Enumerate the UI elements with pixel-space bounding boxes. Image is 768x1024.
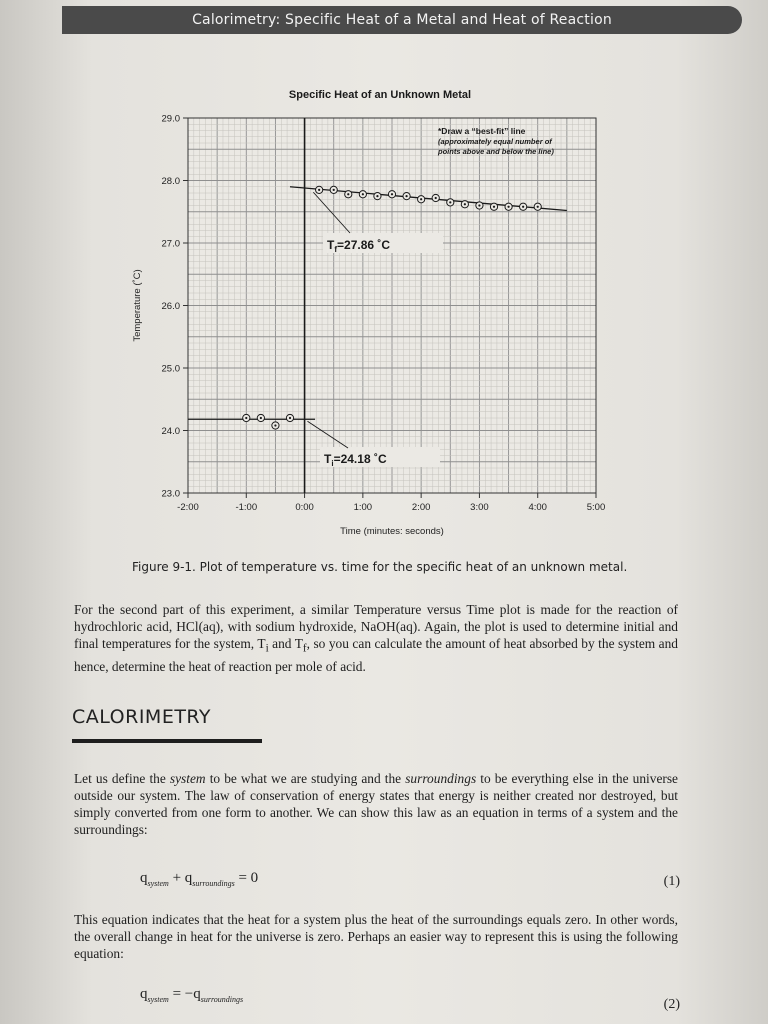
paragraph-heat-balance: This equation indicates that the heat for a system plus the heat of the surroundings equals zero. In other words, the overall change in heat for the universe is zero. Perhaps an easier way to represent this is using the following equation: — [74, 912, 678, 961]
ti-label: $T_i=24.18$ ˚C — [324, 452, 387, 468]
data-point-center — [333, 189, 335, 191]
equation-number-2: (2) — [663, 997, 680, 1012]
data-point-center — [493, 206, 495, 208]
tf-label: $T_f=27.86$ ˚C — [327, 238, 391, 254]
paragraph-text: to be everything else in the universe outside our system. The law of conservation of energy states that energy is neither created nor destroyed, but simply converted from one form to another. We can show this law as an equation in terms of a system and the surroundings: — [74, 771, 678, 837]
equation-number-1: (1) — [663, 874, 680, 889]
data-point-center — [420, 198, 422, 200]
data-point-center — [405, 195, 407, 197]
data-point-center — [537, 206, 539, 208]
x-tick-label: 3:00 — [470, 502, 489, 513]
y-tick-label: 28.0 — [161, 176, 180, 187]
eq-subscript: surroundings — [192, 879, 235, 888]
y-tick-label: 26.0 — [161, 301, 180, 312]
section-heading: CALORIMETRY — [72, 706, 212, 728]
data-point-center — [449, 201, 451, 203]
temperature-time-chart — [118, 80, 638, 550]
paragraph-text: and T — [268, 636, 303, 651]
paragraph-text: , so you can calculate the amount of heat absorbed by the system and hence, determine the heat of reaction per mole of acid. — [74, 636, 679, 674]
x-tick-label: -2:00 — [177, 502, 199, 513]
eq-q: q — [140, 986, 148, 1002]
y-tick-label: 25.0 — [161, 363, 180, 375]
equation-2 — [140, 986, 243, 1004]
best-fit-note: (approximately equal number of — [438, 137, 552, 146]
data-point-center — [464, 203, 466, 205]
x-tick-label: 1:00 — [353, 502, 373, 513]
data-point-center — [507, 206, 509, 208]
x-tick-label: 0:00 — [295, 502, 314, 513]
term-surroundings: surroundings — [405, 771, 477, 786]
y-tick-label: 24.0 — [161, 426, 180, 437]
subscript-f: f — [302, 642, 307, 655]
eq-subscript: surroundings — [200, 995, 244, 1004]
eq-subscript: system — [147, 995, 169, 1004]
data-point-center — [245, 417, 247, 419]
data-point-center — [318, 189, 320, 191]
term-system: system — [169, 771, 206, 786]
x-tick-label: 5:00 — [586, 502, 606, 513]
data-point-center — [478, 204, 480, 206]
y-tick-label: 23.0 — [161, 488, 180, 500]
x-tick-label: 4:00 — [528, 502, 547, 513]
data-point-center — [391, 193, 393, 195]
chapter-title: Calorimetry: Specific Heat of a Metal and Heat of Reaction — [192, 12, 612, 28]
chapter-header-bar — [62, 6, 742, 34]
best-fit-note: *Draw a “best-fit” line — [438, 126, 526, 136]
paragraph-text: For the second part of this experiment, a similar Temperature versus Time plot is made for the reaction of hydrochloric acid, HCl(aq), with sodium hydroxide, NaOH(aq). Again, the plot is used to determine initial and final temperatures for the system, T — [74, 602, 678, 651]
x-tick-label: -1:00 — [235, 502, 258, 513]
data-point-center — [435, 197, 437, 199]
paragraph-text: Let us define the — [74, 771, 170, 786]
data-point-center — [274, 424, 276, 426]
y-axis-label: Temperature (˚C) — [132, 269, 143, 342]
eq-q: q — [193, 986, 201, 1002]
eq-q: q — [140, 870, 148, 886]
x-axis-label: Time (minutes: seconds) — [340, 526, 444, 537]
paragraph-text: to be what we are studying and the — [205, 771, 406, 786]
equation-1 — [140, 870, 258, 888]
data-point-center — [362, 193, 364, 195]
best-fit-note: points above and below the line) — [438, 147, 554, 156]
paragraph-system-definition — [74, 770, 678, 838]
data-point-center — [376, 195, 378, 197]
data-point-center — [522, 206, 524, 208]
y-tick-label: 27.0 — [161, 238, 180, 250]
eq-operator: + — [168, 870, 185, 886]
eq-operator: = − — [168, 986, 194, 1002]
figure-caption: Figure 9-1. Plot of temperature vs. time for the specific heat of an unknown metal. — [132, 560, 628, 574]
heading-underline — [72, 739, 262, 743]
data-point-center — [260, 417, 262, 419]
paragraph-reaction-plot — [74, 601, 678, 675]
subscript-i: i — [265, 642, 269, 655]
x-tick-label: 2:00 — [411, 502, 431, 513]
data-point-center — [347, 193, 349, 195]
eq-q: q — [184, 870, 193, 886]
eq-rhs: = 0 — [234, 870, 259, 886]
data-point-center — [289, 417, 291, 419]
chart-title: Specific Heat of an Unknown Metal — [288, 89, 472, 101]
y-tick-label: 29.0 — [161, 113, 180, 125]
eq-subscript: system — [147, 879, 169, 888]
